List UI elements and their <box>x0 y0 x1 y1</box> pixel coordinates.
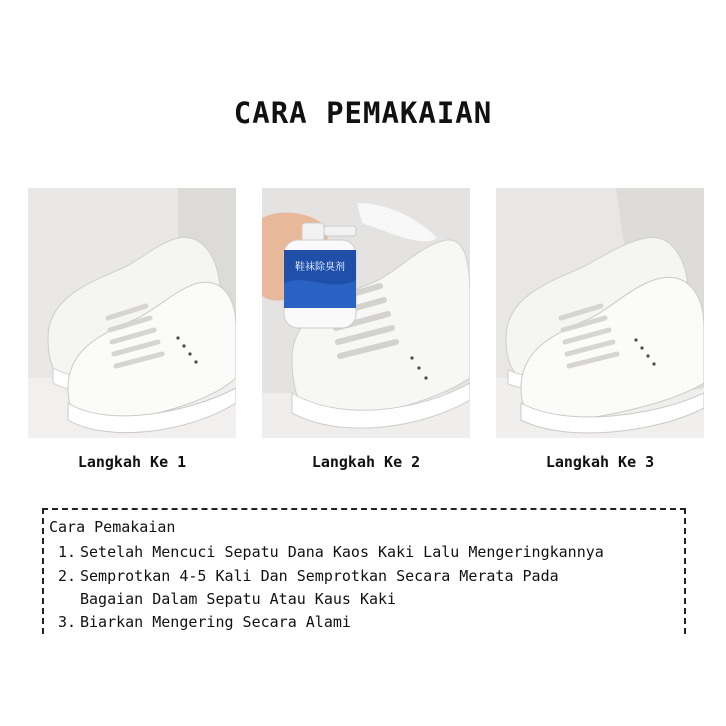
page-title: CARA PEMAKAIAN <box>233 96 493 130</box>
instruction-3-text: Biarkan Mengering Secara Alami <box>80 613 351 631</box>
instruction-3-number: 3. <box>58 613 77 631</box>
instruction-2-number: 2. <box>58 567 77 585</box>
sneaker-illustration <box>496 188 704 438</box>
instructions-heading: Cara Pemakaian <box>49 518 176 536</box>
step-3-photo <box>496 188 704 438</box>
bottle-label: 鞋袜除臭剂 <box>295 262 345 273</box>
step-1-caption: Langkah Ke 1 <box>77 453 187 471</box>
step-2-photo <box>262 188 470 438</box>
instruction-2-text-line-1: Semprotkan 4-5 Kali Dan Semprotkan Secara Merata Pada <box>80 567 559 585</box>
step-3-caption: Langkah Ke 3 <box>545 453 655 471</box>
step-2-caption: Langkah Ke 2 <box>311 453 421 471</box>
instruction-2-text-line-2: Bagaian Dalam Sepatu Atau Kaus Kaki <box>80 590 397 608</box>
sneaker-illustration <box>28 188 236 438</box>
instruction-1-number: 1. <box>58 543 77 561</box>
instruction-1-text: Setelah Mencuci Sepatu Dana Kaos Kaki Lalu Mengeringkannya <box>80 543 604 561</box>
spray-illustration <box>262 188 470 438</box>
step-1-photo <box>28 188 236 438</box>
